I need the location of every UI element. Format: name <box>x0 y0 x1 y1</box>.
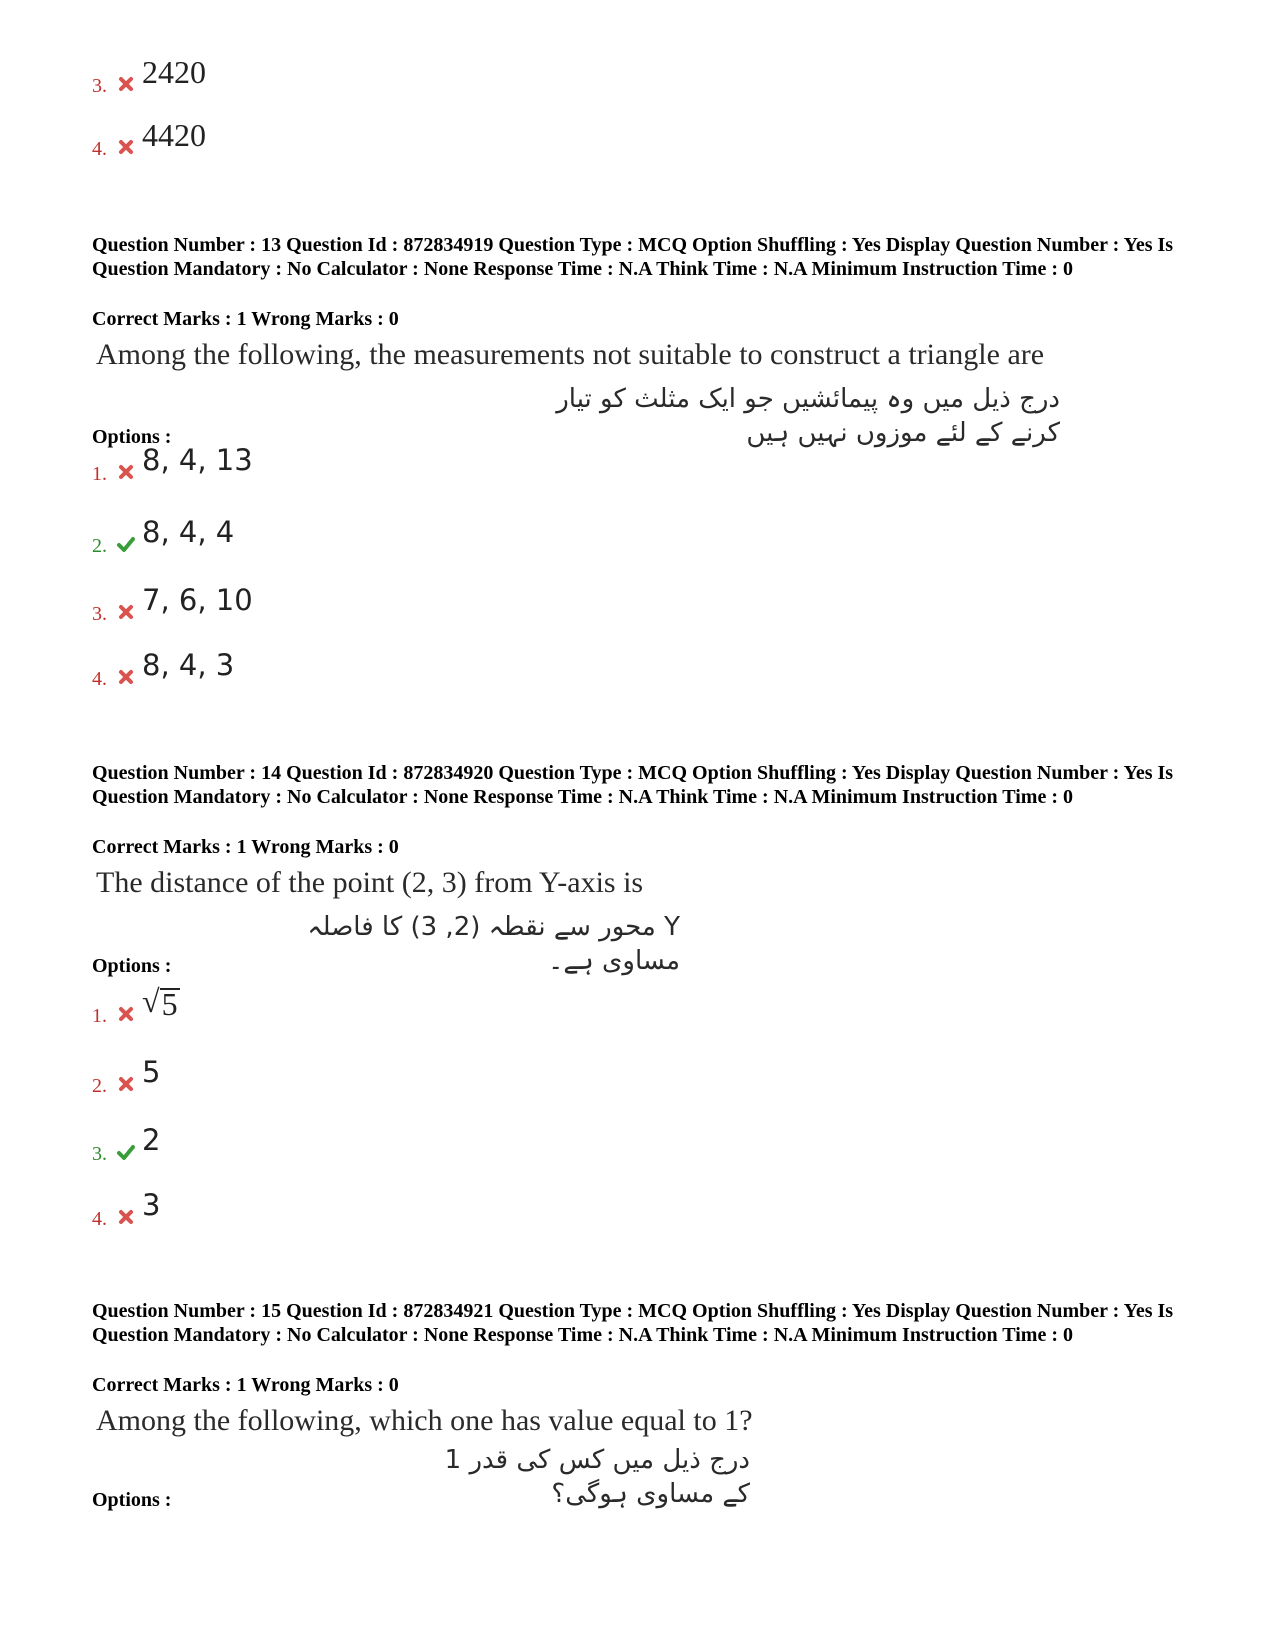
option-value: 3 <box>142 1188 161 1222</box>
option-value: 8, 4, 13 <box>142 443 253 477</box>
question-14-marks: Correct Marks : 1 Wrong Marks : 0 <box>92 836 399 858</box>
wrong-cross-icon <box>116 1074 136 1094</box>
question-13-options-label: Options : <box>92 426 172 448</box>
question-15-text-urdu: درج ذیل میں کس کی قدر 1 کے مساوی ہوگی؟ <box>444 1445 750 1509</box>
question-14-text-urdu: Y محور سے نقطہ (2, 3) کا فاصلہ مساوی ہے۔ <box>307 912 680 976</box>
question-15-text-english: Among the following, which one has value equal to 1? <box>96 1404 753 1437</box>
option-number: 3. <box>92 1143 107 1165</box>
question-13-marks: Correct Marks : 1 Wrong Marks : 0 <box>92 308 399 330</box>
option-value: 8, 4, 3 <box>142 648 235 682</box>
option-row <box>92 982 180 1026</box>
wrong-cross-icon <box>116 1004 136 1024</box>
option-row <box>92 580 253 624</box>
option-number: 4. <box>92 668 107 690</box>
option-value: 4420 <box>142 117 206 153</box>
question-13-meta: Question Number : 13 Question Id : 872834919 Question Type : MCQ Option Shuffling : Yes Display Question Number : Yes Is Question Mandatory : No Calculator : None Response Time : N.A Think Time : N.A Minimum Instruction Time : 0 <box>92 234 1174 280</box>
option-number: 4. <box>92 138 107 160</box>
option-number: 3. <box>92 75 107 97</box>
question-14-meta: Question Number : 14 Question Id : 872834920 Question Type : MCQ Option Shuffling : Yes Display Question Number : Yes Is Question Mandatory : No Calculator : None Response Time : N.A Think Time : N.A Minimum Instruction Time : 0 <box>92 762 1174 808</box>
option-number: 3. <box>92 603 107 625</box>
question-15-options-label: Options : <box>92 1489 172 1511</box>
option-row <box>92 645 234 689</box>
option-row <box>92 1185 160 1229</box>
option-row <box>92 1052 160 1096</box>
wrong-cross-icon <box>116 74 136 94</box>
correct-check-icon <box>116 1142 136 1162</box>
option-row <box>92 1120 160 1164</box>
option-number: 4. <box>92 1208 107 1230</box>
option-value: 5 <box>142 1055 161 1089</box>
option-value: 2 <box>142 1123 161 1157</box>
wrong-cross-icon <box>116 462 136 482</box>
correct-check-icon <box>116 534 136 554</box>
question-14-text-english: The distance of the point (2, 3) from Y-axis is <box>96 866 644 899</box>
option-value-sqrt <box>142 983 180 1022</box>
wrong-cross-icon <box>116 667 136 687</box>
question-13-text-urdu: درج ذیل میں وہ پیمائشیں جو ایک مثلث کو تیار کرنے کے لئے موزوں نہیں ہیں <box>556 384 1060 448</box>
option-number: 1. <box>92 1005 107 1027</box>
option-row <box>92 440 253 484</box>
option-row <box>92 512 234 556</box>
wrong-cross-icon <box>116 137 136 157</box>
question-13-text-english: Among the following, the measurements not suitable to construct a triangle are <box>96 338 1045 371</box>
option-value: 2420 <box>142 54 206 90</box>
option-number: 2. <box>92 1075 107 1097</box>
option-number: 2. <box>92 535 107 557</box>
wrong-cross-icon <box>116 602 136 622</box>
option-value: 7, 6, 10 <box>142 583 253 617</box>
wrong-cross-icon <box>116 1207 136 1227</box>
radicand: 5 <box>161 986 178 1022</box>
question-15-marks: Correct Marks : 1 Wrong Marks : 0 <box>92 1374 399 1396</box>
option-value: 8, 4, 4 <box>142 515 235 549</box>
option-row <box>92 115 206 159</box>
question-15-meta: Question Number : 15 Question Id : 872834921 Question Type : MCQ Option Shuffling : Yes Display Question Number : Yes Is Question Mandatory : No Calculator : None Response Time : N.A Think Time : N.A Minimum Instruction Time : 0 <box>92 1300 1174 1346</box>
option-number: 1. <box>92 463 107 485</box>
radical-sign: √ <box>142 983 160 1019</box>
question-14-options-label: Options : <box>92 955 172 977</box>
option-row <box>92 52 206 96</box>
